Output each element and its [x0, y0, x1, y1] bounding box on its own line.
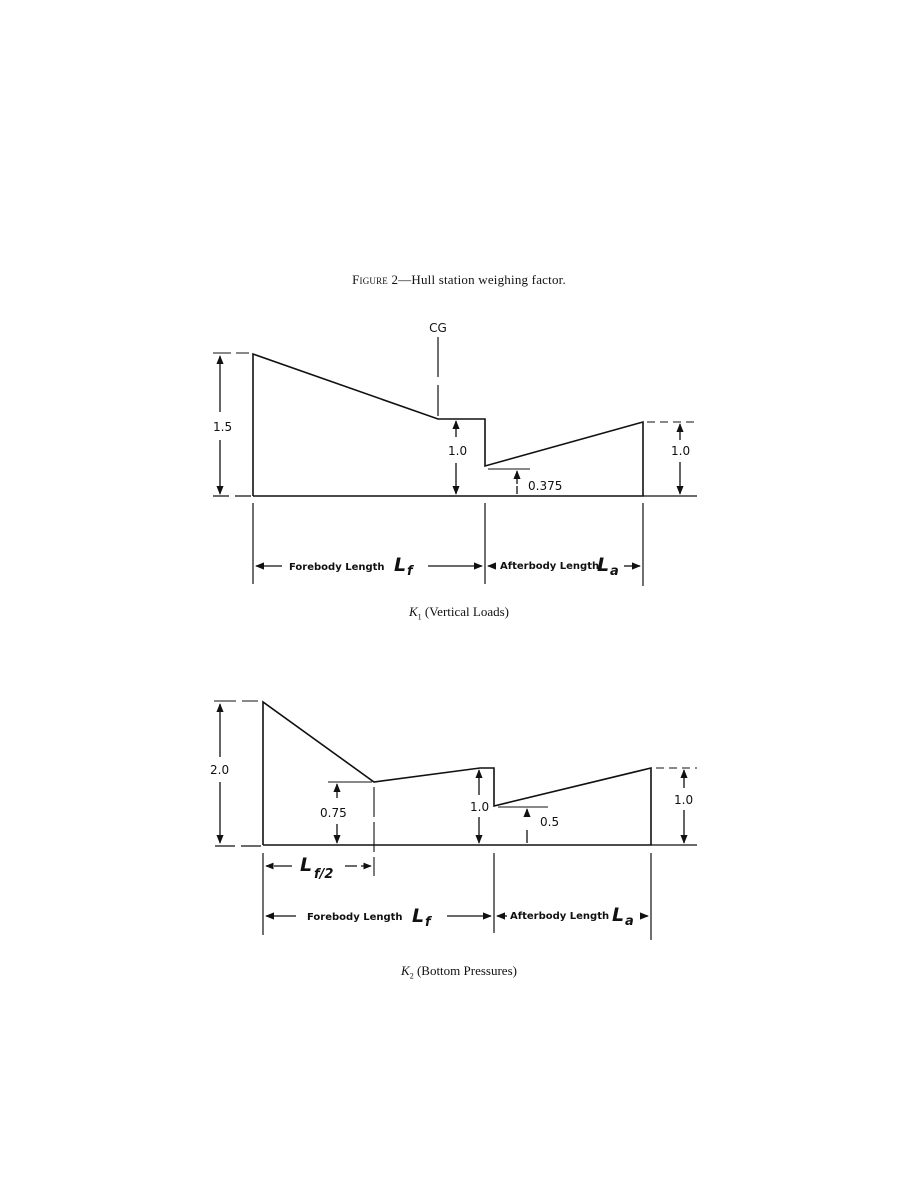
k1-caption-sub: 1 [417, 612, 422, 622]
k1-cg-label: CG [429, 321, 447, 335]
k1-profile-outline [253, 354, 643, 496]
k2-la-sub: a [625, 914, 634, 929]
figure-title-prefix: Figure 2 [352, 272, 399, 287]
k2-step-height: 1.0 [470, 800, 490, 814]
k2-half-sub: f/2 [314, 867, 334, 882]
diagram-k1 [213, 337, 697, 586]
k2-mid-height: 0.75 [320, 806, 347, 820]
k1-lf-sub: f [407, 564, 413, 579]
k1-left-height: 1.5 [213, 420, 233, 434]
k2-caption [0, 963, 918, 981]
k2-right-height: 1.0 [674, 793, 694, 807]
k1-caption-k: K [408, 604, 418, 619]
k2-profile-outline [263, 702, 651, 845]
k1-caption [0, 604, 918, 622]
k1-right-height: 1.0 [671, 444, 691, 458]
figure-title-rest: —Hull station weighing factor. [398, 272, 566, 287]
k2-caption-text: (Bottom Pressures) [413, 963, 517, 978]
k2-half-letter: L [300, 854, 313, 876]
k2-lf-sub: f [425, 915, 431, 930]
k2-forebody-text: Forebody Length [307, 912, 403, 923]
diagram-k2 [214, 701, 697, 940]
k2-left-height: 2.0 [210, 763, 230, 777]
k1-forebody-text: Forebody Length [289, 562, 385, 573]
k2-lf-letter: L [412, 905, 425, 927]
k2-la-letter: L [612, 904, 625, 926]
k1-lf-letter: L [394, 554, 407, 576]
k2-caption-sub: 2 [409, 971, 414, 981]
k1-afterbody-text: Afterbody Length [500, 561, 600, 572]
k1-caption-text: (Vertical Loads) [421, 604, 510, 619]
k1-la-sub: a [610, 564, 619, 579]
k1-step-base: 0.375 [528, 479, 563, 493]
k1-step-height: 1.0 [448, 444, 468, 458]
k1-la-letter: L [597, 554, 610, 576]
k2-afterbody-text: Afterbody Length [510, 911, 610, 922]
k2-caption-k: K [401, 963, 410, 978]
k2-step-base: 0.5 [540, 815, 560, 829]
